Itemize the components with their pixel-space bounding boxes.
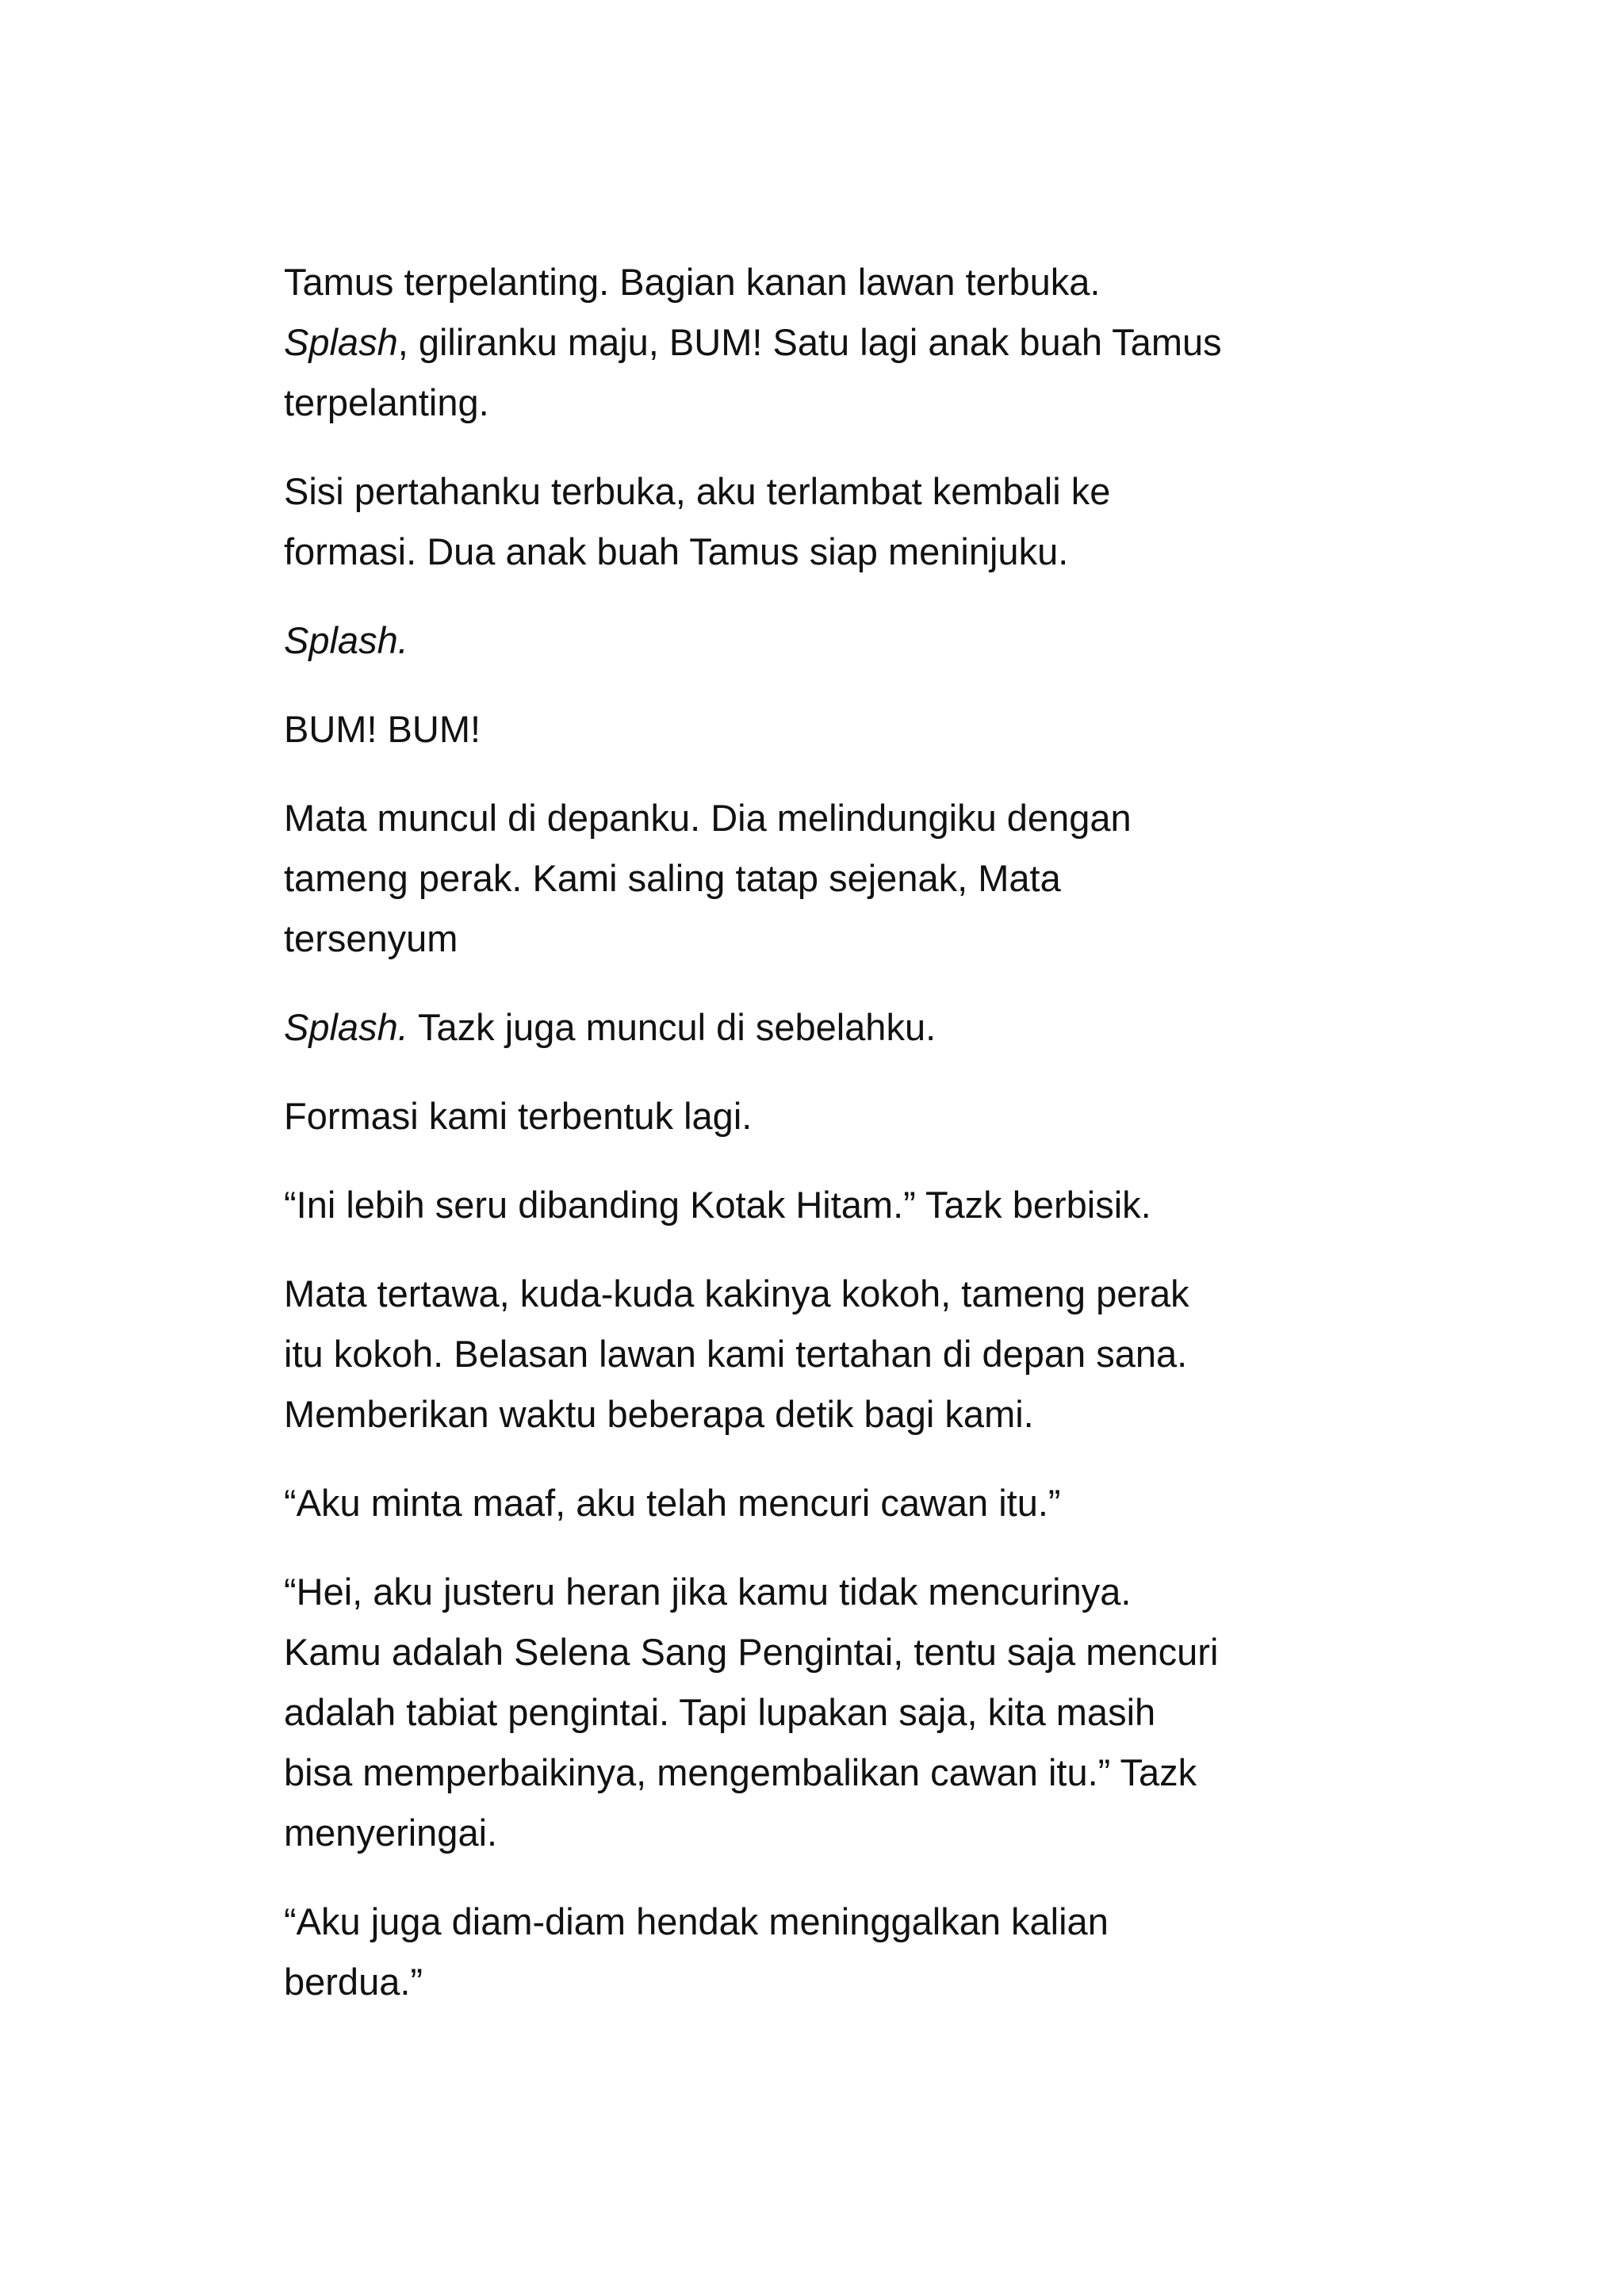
text-line: “Aku juga diam-diam hendak meninggalkan kalian (284, 1900, 1109, 1942)
text-line: Sisi pertahanku terbuka, aku terlambat kembali ke (284, 470, 1111, 512)
text-line (284, 610, 1394, 671)
italic-word: Splash. (284, 619, 408, 661)
text-line: Mata muncul di depanku. Dia melindungiku dengan (284, 797, 1132, 839)
text-line: adalah tabiat pengintai. Tapi lupakan saja, kita masih (284, 1691, 1156, 1733)
text-line: Splash, giliranku maju, BUM! Satu lagi anak buah Tamus (284, 321, 1222, 363)
text-line: Formasi kami terbentuk lagi. (284, 1095, 753, 1137)
text-line: Kamu adalah Selena Sang Pengintai, tentu saja mencuri (284, 1631, 1219, 1673)
text-line: “Aku minta maaf, aku telah mencuri cawan itu.” (284, 1482, 1061, 1524)
text-line: tersenyum (284, 917, 458, 959)
paragraph-5 (284, 788, 1394, 969)
text-line: formasi. Dua anak buah Tamus siap meninjuku. (284, 530, 1069, 572)
italic-word: Splash. (284, 1006, 408, 1048)
text-line: “Ini lebih seru dibanding Kotak Hitam.” Tazk berbisik. (284, 1184, 1151, 1226)
paragraph-6 (284, 997, 1394, 1058)
text-line: Memberikan waktu beberapa detik bagi kami. (284, 1393, 1034, 1435)
text-line: itu kokoh. Belasan lawan kami tertahan di depan sana. (284, 1333, 1188, 1375)
text-line: terpelanting. (284, 381, 489, 423)
text-line: bisa memperbaikinya, mengembalikan cawan itu.” Tazk (284, 1751, 1197, 1793)
text-line: menyeringai. (284, 1812, 498, 1854)
paragraph-8 (284, 1175, 1394, 1235)
paragraph-7 (284, 1086, 1394, 1146)
text-line: berdua.” (284, 1961, 423, 2003)
text-line: Mata tertawa, kuda-kuda kakinya kokoh, tameng perak (284, 1272, 1189, 1314)
text-line: tameng perak. Kami saling tatap sejenak, Mata (284, 857, 1061, 899)
paragraph-1 (284, 252, 1394, 433)
paragraph-9 (284, 1264, 1394, 1445)
paragraph-11 (284, 1562, 1394, 1863)
text-line: BUM! BUM! (284, 708, 481, 750)
text-line: “Hei, aku justeru heran jika kamu tidak mencurinya. (284, 1571, 1132, 1613)
paragraph-2 (284, 461, 1394, 582)
paragraph-12 (284, 1892, 1394, 2012)
text-line: Tamus terpelanting. Bagian kanan lawan terbuka. (284, 261, 1101, 303)
paragraph-10 (284, 1473, 1394, 1533)
text-line: Splash. Tazk juga muncul di sebelahku. (284, 1006, 936, 1048)
paragraph-4 (284, 699, 1394, 760)
document-page (284, 252, 1394, 2041)
paragraph-3 (284, 610, 1394, 671)
italic-word: Splash (284, 321, 398, 363)
